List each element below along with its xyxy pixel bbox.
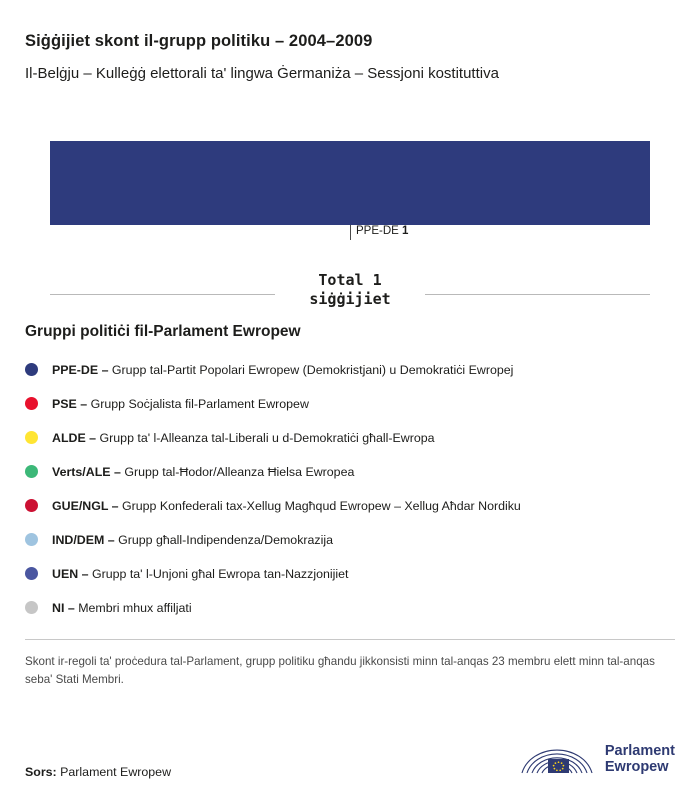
source-text [25, 765, 171, 779]
legend-item-desc: Grupp tal-Ħodor/Alleanza Ħielsa Ewropea [124, 464, 355, 479]
legend-item-desc: Grupp ta' l-Alleanza tal-Liberali u d-Demokratiċi għall-Ewropa [99, 430, 435, 445]
legend-item-abbr: IND/DEM – [52, 532, 115, 547]
legend-color-dot-icon [25, 431, 38, 444]
legend-title: Gruppi politiċi fil-Parlament Ewropew [25, 322, 301, 340]
legend-item-desc: Grupp ta' l-Unjoni għal Ewropa tan-Nazzjonijiet [91, 566, 349, 581]
bar-label-value: 1 [402, 224, 409, 237]
legend-item-desc: Membri mhux affiljati [78, 600, 192, 615]
infographic-page [0, 11, 700, 797]
page-subtitle: Il-Belġju – Kulleġġ elettorali ta' lingwa Ġermaniża – Sessjoni kostituttiva [25, 65, 499, 83]
parliament-hemicycle-icon [518, 739, 596, 779]
bar-segment-ppe-de[interactable] [50, 141, 650, 225]
legend-item-abbr: PSE – [52, 396, 88, 411]
legend-item-ppe-de[interactable] [25, 353, 675, 387]
footnote-text: Skont ir-regoli ta' proċedura tal-Parlament, grupp politiku għandu jikkonsisti minn tal-anqas 23 membru elett minn tal-anqas seba' Stati Membri. [25, 654, 655, 686]
page-title: Siġġijiet skont il-grupp politiku – 2004–2009 [25, 32, 373, 51]
legend-item-desc: Grupp Konfederali tax-Xellug Magħqud Ewropew – Xellug Aħdar Nordiku [122, 498, 521, 513]
bar-label-name: PPE-DE [356, 224, 399, 237]
legend-item-abbr: ALDE – [52, 430, 97, 445]
legend-color-dot-icon [25, 397, 38, 410]
source-row [25, 739, 675, 779]
legend-color-dot-icon [25, 567, 38, 580]
seats-bar-chart [25, 141, 675, 225]
legend-item-ni[interactable] [25, 591, 675, 625]
legend-item-label [52, 499, 521, 513]
legend-color-dot-icon [25, 465, 38, 478]
logo-line-1: Parlament [604, 742, 675, 759]
legend-item-label [52, 431, 435, 445]
legend-item-desc: Grupp tal-Partit Popolari Ewropew (Demokristjani) u Demokratiċi Ewropej [111, 362, 514, 377]
legend-list [25, 353, 675, 625]
footnote-divider [25, 639, 675, 640]
logo-line-2: Ewropew [604, 759, 669, 776]
legend-item-label [52, 533, 333, 547]
total-count: Total 1 [318, 270, 382, 289]
legend-item-desc: Grupp Soċjalista fil-Parlament Ewropew [90, 396, 309, 411]
legend-item-abbr: PPE-DE – [52, 362, 109, 377]
legend-item-uen[interactable] [25, 557, 675, 591]
legend-item-label [52, 397, 309, 411]
legend-item-verts-ale[interactable] [25, 455, 675, 489]
legend-item-abbr: NI – [52, 600, 75, 615]
legend-color-dot-icon [25, 533, 38, 546]
total-unit: siġġijiet [309, 289, 391, 308]
legend-color-dot-icon [25, 601, 38, 614]
legend-item-desc: Grupp għall-Indipendenza/Demokrazija [118, 532, 334, 547]
legend-item-label [52, 465, 354, 479]
legend-item-label [52, 363, 513, 377]
total-text [25, 271, 675, 309]
legend-color-dot-icon [25, 363, 38, 376]
legend-color-dot-icon [25, 499, 38, 512]
logo-wordmark [605, 743, 675, 775]
legend-item-alde[interactable] [25, 421, 675, 455]
source-value: Parlament Ewropew [60, 765, 172, 780]
legend-item-abbr: Verts/ALE – [52, 464, 121, 479]
source-label: Sors: [25, 765, 57, 780]
legend-item-ind-dem[interactable] [25, 523, 675, 557]
bar-label-group [50, 225, 650, 247]
legend-item-abbr: UEN – [52, 566, 89, 581]
bar-label-tick [350, 225, 351, 240]
legend-item-pse[interactable] [25, 387, 675, 421]
bar-label-ppe-de [356, 225, 408, 237]
legend-item-label [52, 601, 192, 615]
legend-item-gue-ngl[interactable] [25, 489, 675, 523]
total-block [25, 271, 675, 317]
legend-item-abbr: GUE/NGL – [52, 498, 119, 513]
european-parliament-logo [518, 739, 675, 779]
legend-item-label [52, 567, 348, 581]
stacked-bar [50, 141, 650, 225]
